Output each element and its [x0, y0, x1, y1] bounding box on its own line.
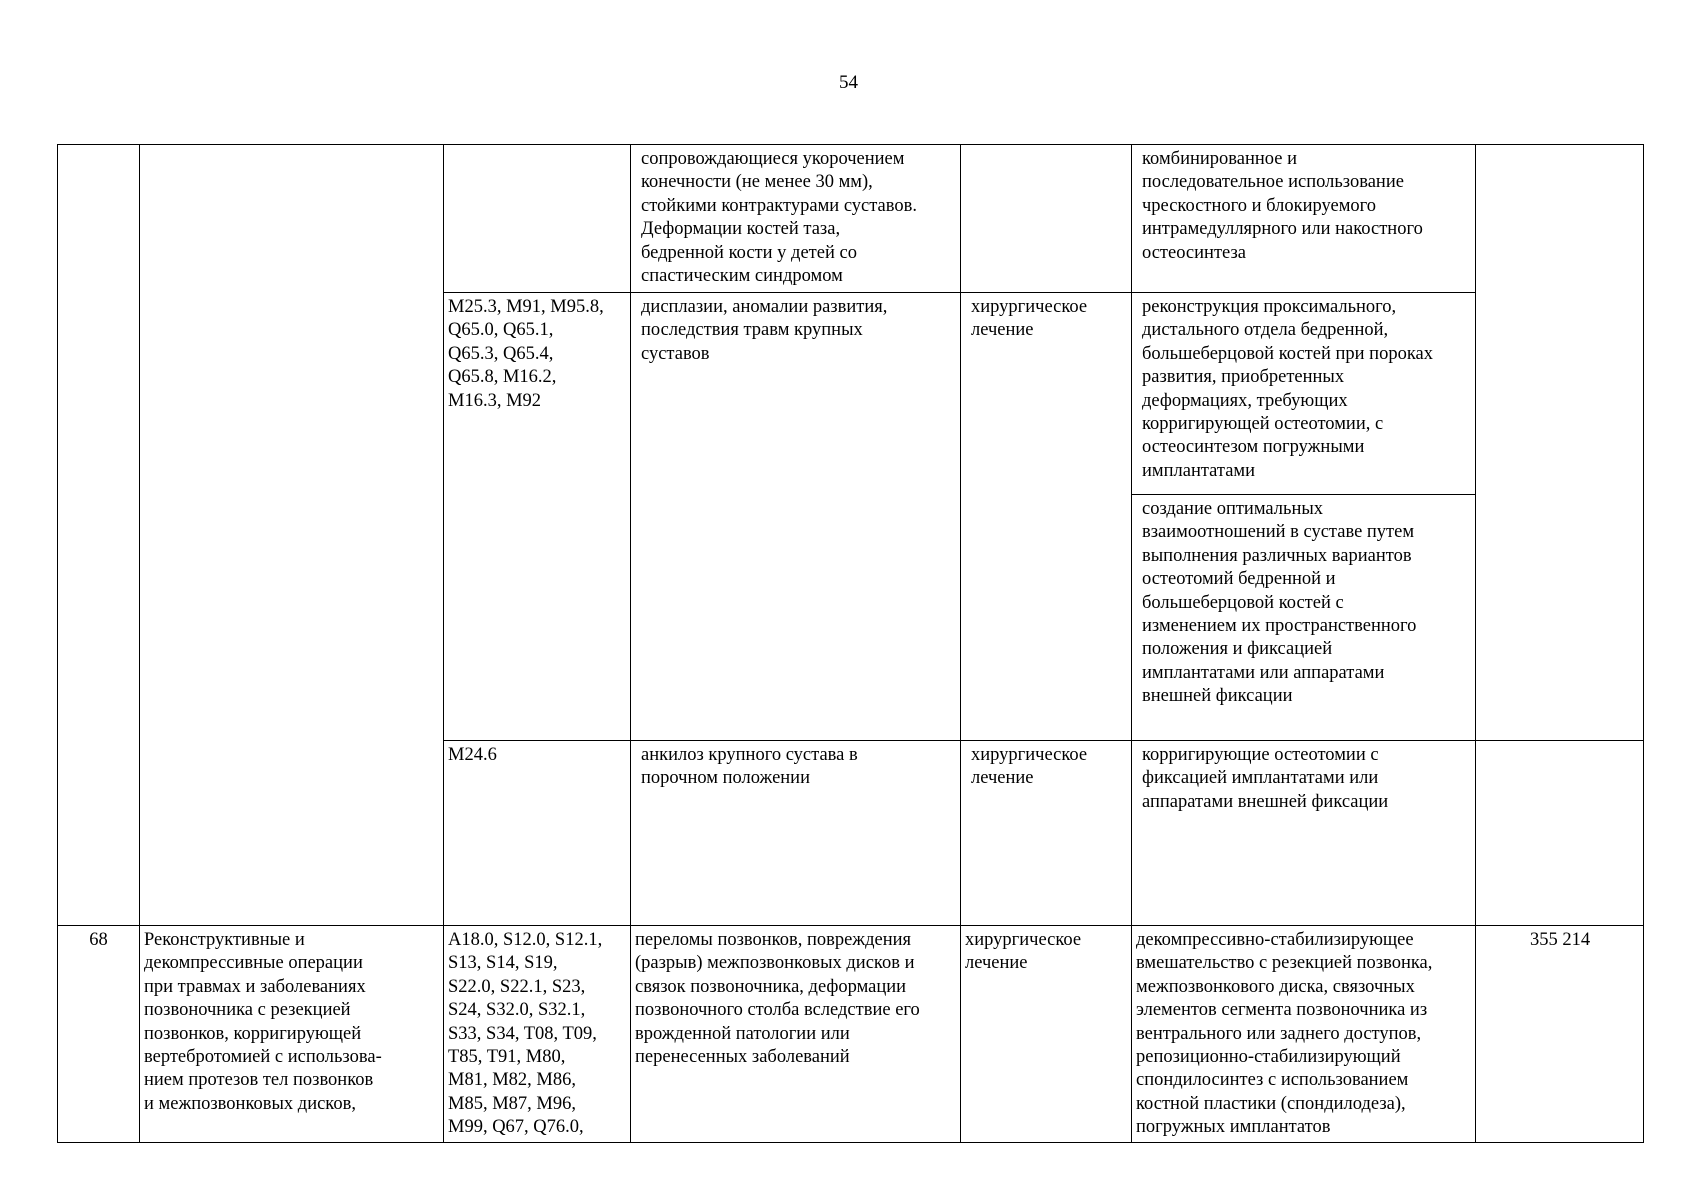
codes-cell-empty: [444, 145, 631, 293]
description-cell: сопровождающиеся укорочением конечности (не менее 30 мм), стойкими контрактурами суставов. Деформации костей таза, бедренной кости у детей со спастическим синдромом: [631, 145, 961, 293]
medical-care-table: [57, 144, 1644, 1143]
number-cell-empty: [58, 145, 140, 926]
codes-cell: M25.3, M91, M95.8, Q65.0, Q65.1, Q65.3, Q65.4, Q65.8, M16.2, M16.3, M92: [444, 293, 631, 741]
method-cell: реконструкция проксимального, дистального отдела бедренной, большеберцовой костей при пороках развития, приобретенных деформациях, требующих корригирующей остеотомии, с остеосинтезом погружными имплантатами: [1132, 293, 1476, 495]
method-cell: корригирующие остеотомии с фиксацией имплантатами или аппаратами внешней фиксации: [1132, 741, 1476, 926]
description-cell: анкилоз крупного сустава в порочном положении: [631, 741, 961, 926]
table-row: [58, 145, 1644, 293]
codes-cell: A18.0, S12.0, S12.1, S13, S14, S19, S22.0, S22.1, S23, S24, S32.0, S32.1, S33, S34, T08, T09, T85, T91, M80, M81, M82, M86, M85, M87, M96, M99, Q67, Q76.0,: [444, 926, 631, 1143]
cost-cell-empty: [1476, 145, 1644, 741]
treatment-cell: хирургическое лечение: [961, 926, 1132, 1143]
treatment-cell-empty: [961, 145, 1132, 293]
method-cell: комбинированное и последовательное использование чрескостного и блокируемого интрамедуллярного или накостного остеосинтеза: [1132, 145, 1476, 293]
codes-cell: M24.6: [444, 741, 631, 926]
cost-cell-empty: [1476, 741, 1644, 926]
table-row: [58, 926, 1644, 1143]
page-number: 54: [839, 72, 858, 93]
treatment-cell: хирургическое лечение: [961, 741, 1132, 926]
cost-cell: 355 214: [1476, 926, 1644, 1143]
row-number-cell: 68: [58, 926, 140, 1143]
method-cell: декомпрессивно-стабилизирующее вмешательство с резекцией позвонка, межпозвонкового диска, связочных элементов сегмента позвоночника из вентрального или заднего доступов, репозиционно-стабилизирующий спондилосинтез с использованием костной пластики (спондилодеза), погружных имплантатов: [1132, 926, 1476, 1143]
group-cell-empty: [140, 145, 444, 926]
description-cell: переломы позвонков, повреждения (разрыв) межпозвонковых дисков и связок позвоночника, деформации позвоночного столба вследствие его врожденной патологии или перенесенных заболеваний: [631, 926, 961, 1143]
group-cell: Реконструктивные и декомпрессивные операции при травмах и заболеваниях позвоночника с резекцией позвонков, корригирующей вертебротомией с использова- нием протезов тел позвонков и межпозвонковых дисков,: [140, 926, 444, 1143]
treatment-cell: хирургическое лечение: [961, 293, 1132, 741]
method-cell: создание оптимальных взаимоотношений в суставе путем выполнения различных вариантов остеотомий бедренной и большеберцовой костей с изменением их пространственного положения и фиксацией имплантатами или аппаратами внешней фиксации: [1132, 495, 1476, 741]
description-cell: дисплазии, аномалии развития, последствия травм крупных суставов: [631, 293, 961, 741]
